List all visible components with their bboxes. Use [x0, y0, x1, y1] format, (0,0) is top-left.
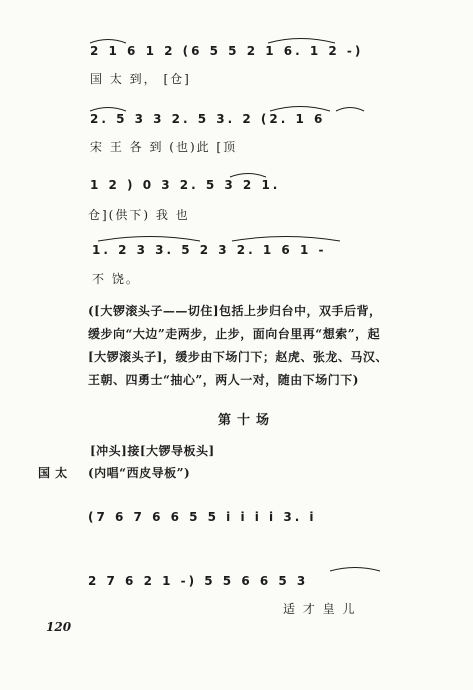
- score-row-1-notation: 2 1 6 1 2 (6 5 5 2 1 6. 1 2 -): [90, 44, 364, 58]
- page-number: 120: [46, 620, 72, 634]
- score-row-4-lyrics: 不 饶。: [92, 272, 140, 286]
- stage-direction-line: [大锣滚头子]，缓步由下场门下；赵虎、张龙、马汉、: [88, 350, 388, 364]
- character-name: 国 太: [38, 466, 68, 480]
- stage-direction-line: 缓步向“大边”走两步，止步，面向台里再“想索”，起: [88, 327, 381, 341]
- stage-direction-line: 王朝、四勇士“抽心”，两人一对，随由下场门下): [88, 373, 359, 387]
- score-row-6-lyrics: 适 才 皇 儿: [283, 602, 357, 616]
- score-row-3-lyrics: 仓](供下) 我 也: [88, 208, 190, 222]
- score-row-1-lyrics: 国 太 到， [仓]: [90, 72, 191, 86]
- stage-direction-line: ([大锣滚头子——切住]包括上步归台中，双手后背，: [88, 304, 382, 318]
- score-row-6-notation: 2 7 6 2 1 -) 5 5 6 6 5 3: [88, 574, 309, 588]
- score-row-4-notation: 1. 2 3 3. 5 2 3 2. 1 6 1 -: [92, 243, 327, 257]
- score-row-2-lyrics: 宋 王 各 到 (也)此 [顶: [90, 140, 238, 154]
- score-row-3-notation: 1 2 ) 0 3 2. 5 3 2 1.: [90, 178, 281, 192]
- score-row-2-notation: 2. 5 3 3 2. 5 3. 2 (2. 1 6: [90, 112, 326, 126]
- score-row-5-notation: (7 6 7 6 6 5 5 i i i i 3. i: [88, 510, 317, 524]
- character-direction: (内唱“西皮导板”): [88, 466, 191, 480]
- scene-title: 第十场: [218, 413, 276, 428]
- cue-line: [冲头]接[大锣导板头]: [90, 444, 215, 458]
